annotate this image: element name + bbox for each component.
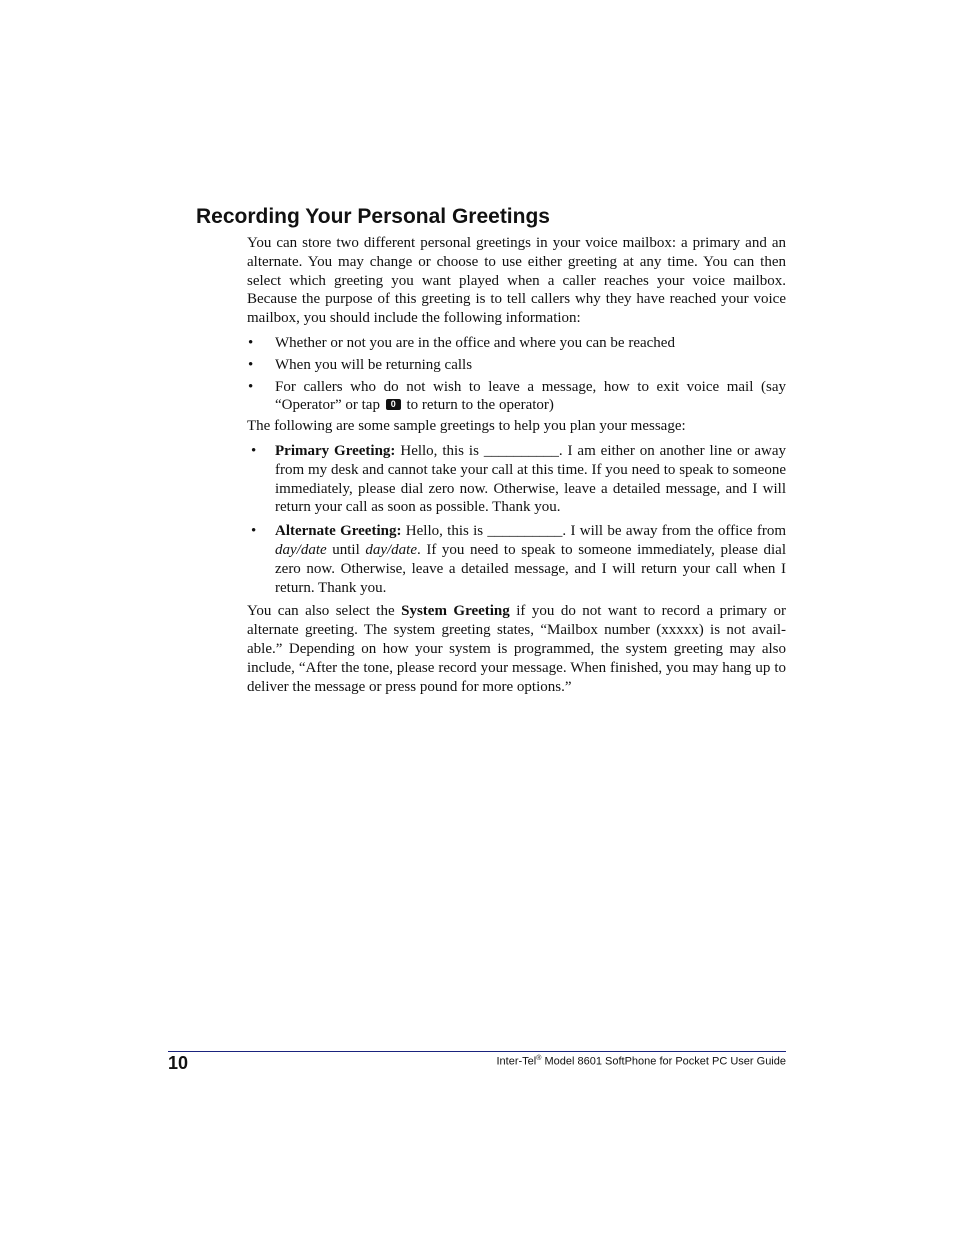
primary-greeting-label: Primary Greeting: [275, 442, 396, 459]
day-date-placeholder: day/date [365, 541, 418, 558]
alternate-greeting-text: . If you need to speak to someone immediately, please dial zero now. Otherwise, leave a detailed message, and I will return your call when I return. Thank you. [275, 541, 787, 596]
bullet-icon: • [251, 523, 257, 540]
zero-key-icon: 0 [386, 399, 401, 410]
list-item-alternate-greeting [247, 522, 786, 597]
alternate-greeting-text: Hello, this is __________. I will be away from the office from [405, 523, 787, 540]
list-item-primary-greeting [247, 442, 786, 517]
samples-intro: The following are some sample greetings to help you plan your message: [247, 418, 686, 435]
day-date-placeholder: day/date [275, 541, 327, 558]
list-item [247, 334, 786, 353]
list-item [247, 378, 786, 416]
bullet-icon: • [248, 334, 254, 351]
registered-mark: ® [536, 1055, 542, 1062]
bullet-text: For callers who do not wish to leave a message, how to exit voice mail (say “Operator” or tap [275, 378, 786, 414]
system-greeting-term: System Greeting [401, 603, 510, 620]
system-text: if you do not want to record a primary or alternate greeting. The system greeting states, “Mailbox number (xxxxx) is not avail- able.” Depending on how your system is programmed, the system greeting may also include, “After the tone, please record your message. When finished, you may hang up to deliver the message or press pound for more options.” [247, 603, 787, 695]
footer-brand: Inter-Tel [496, 1055, 537, 1068]
intro-paragraph: You can store two different personal greetings in your voice mailbox: a primary and an alternate. You may change or choose to use either greeting at any time. You can then select which greeting you want played when a caller reaches your voice mailbox. Because the purpose of this greeting is to tell callers why they have reached your voice mailbox, you should include the following information: [247, 235, 786, 327]
list-item [247, 356, 786, 375]
footer-guide-title: Model 8601 SoftPhone for Pocket PC User Guide [544, 1055, 786, 1068]
section-body [247, 234, 786, 702]
section-heading: Recording Your Personal Greetings [196, 205, 550, 228]
alternate-greeting-text: until [332, 541, 360, 558]
bullet-text-end: to return to the operator) [406, 397, 554, 414]
system-greeting-paragraph [247, 602, 786, 696]
bullet-icon: • [248, 356, 254, 373]
footer-title [496, 1051, 786, 1070]
system-text: You can also select the [247, 603, 395, 620]
primary-greeting-text: Hello, this is __________. I am either on another line or away from my desk and cannot take your call at this time. If you need to speak to someone immediately, please dial zero now. Otherwise, leave a detailed message, and I will return your call as soon as possible. Thank you. [275, 442, 787, 516]
bullet-text: When you will be returning calls [275, 356, 473, 373]
bullet-text: Whether or not you are in the office and where you can be reached [275, 334, 675, 351]
alternate-greeting-label: Alternate Greeting: [275, 523, 402, 540]
bullet-icon: • [251, 442, 257, 459]
page-number: 10 [168, 1053, 189, 1073]
bullet-icon: • [248, 378, 254, 395]
